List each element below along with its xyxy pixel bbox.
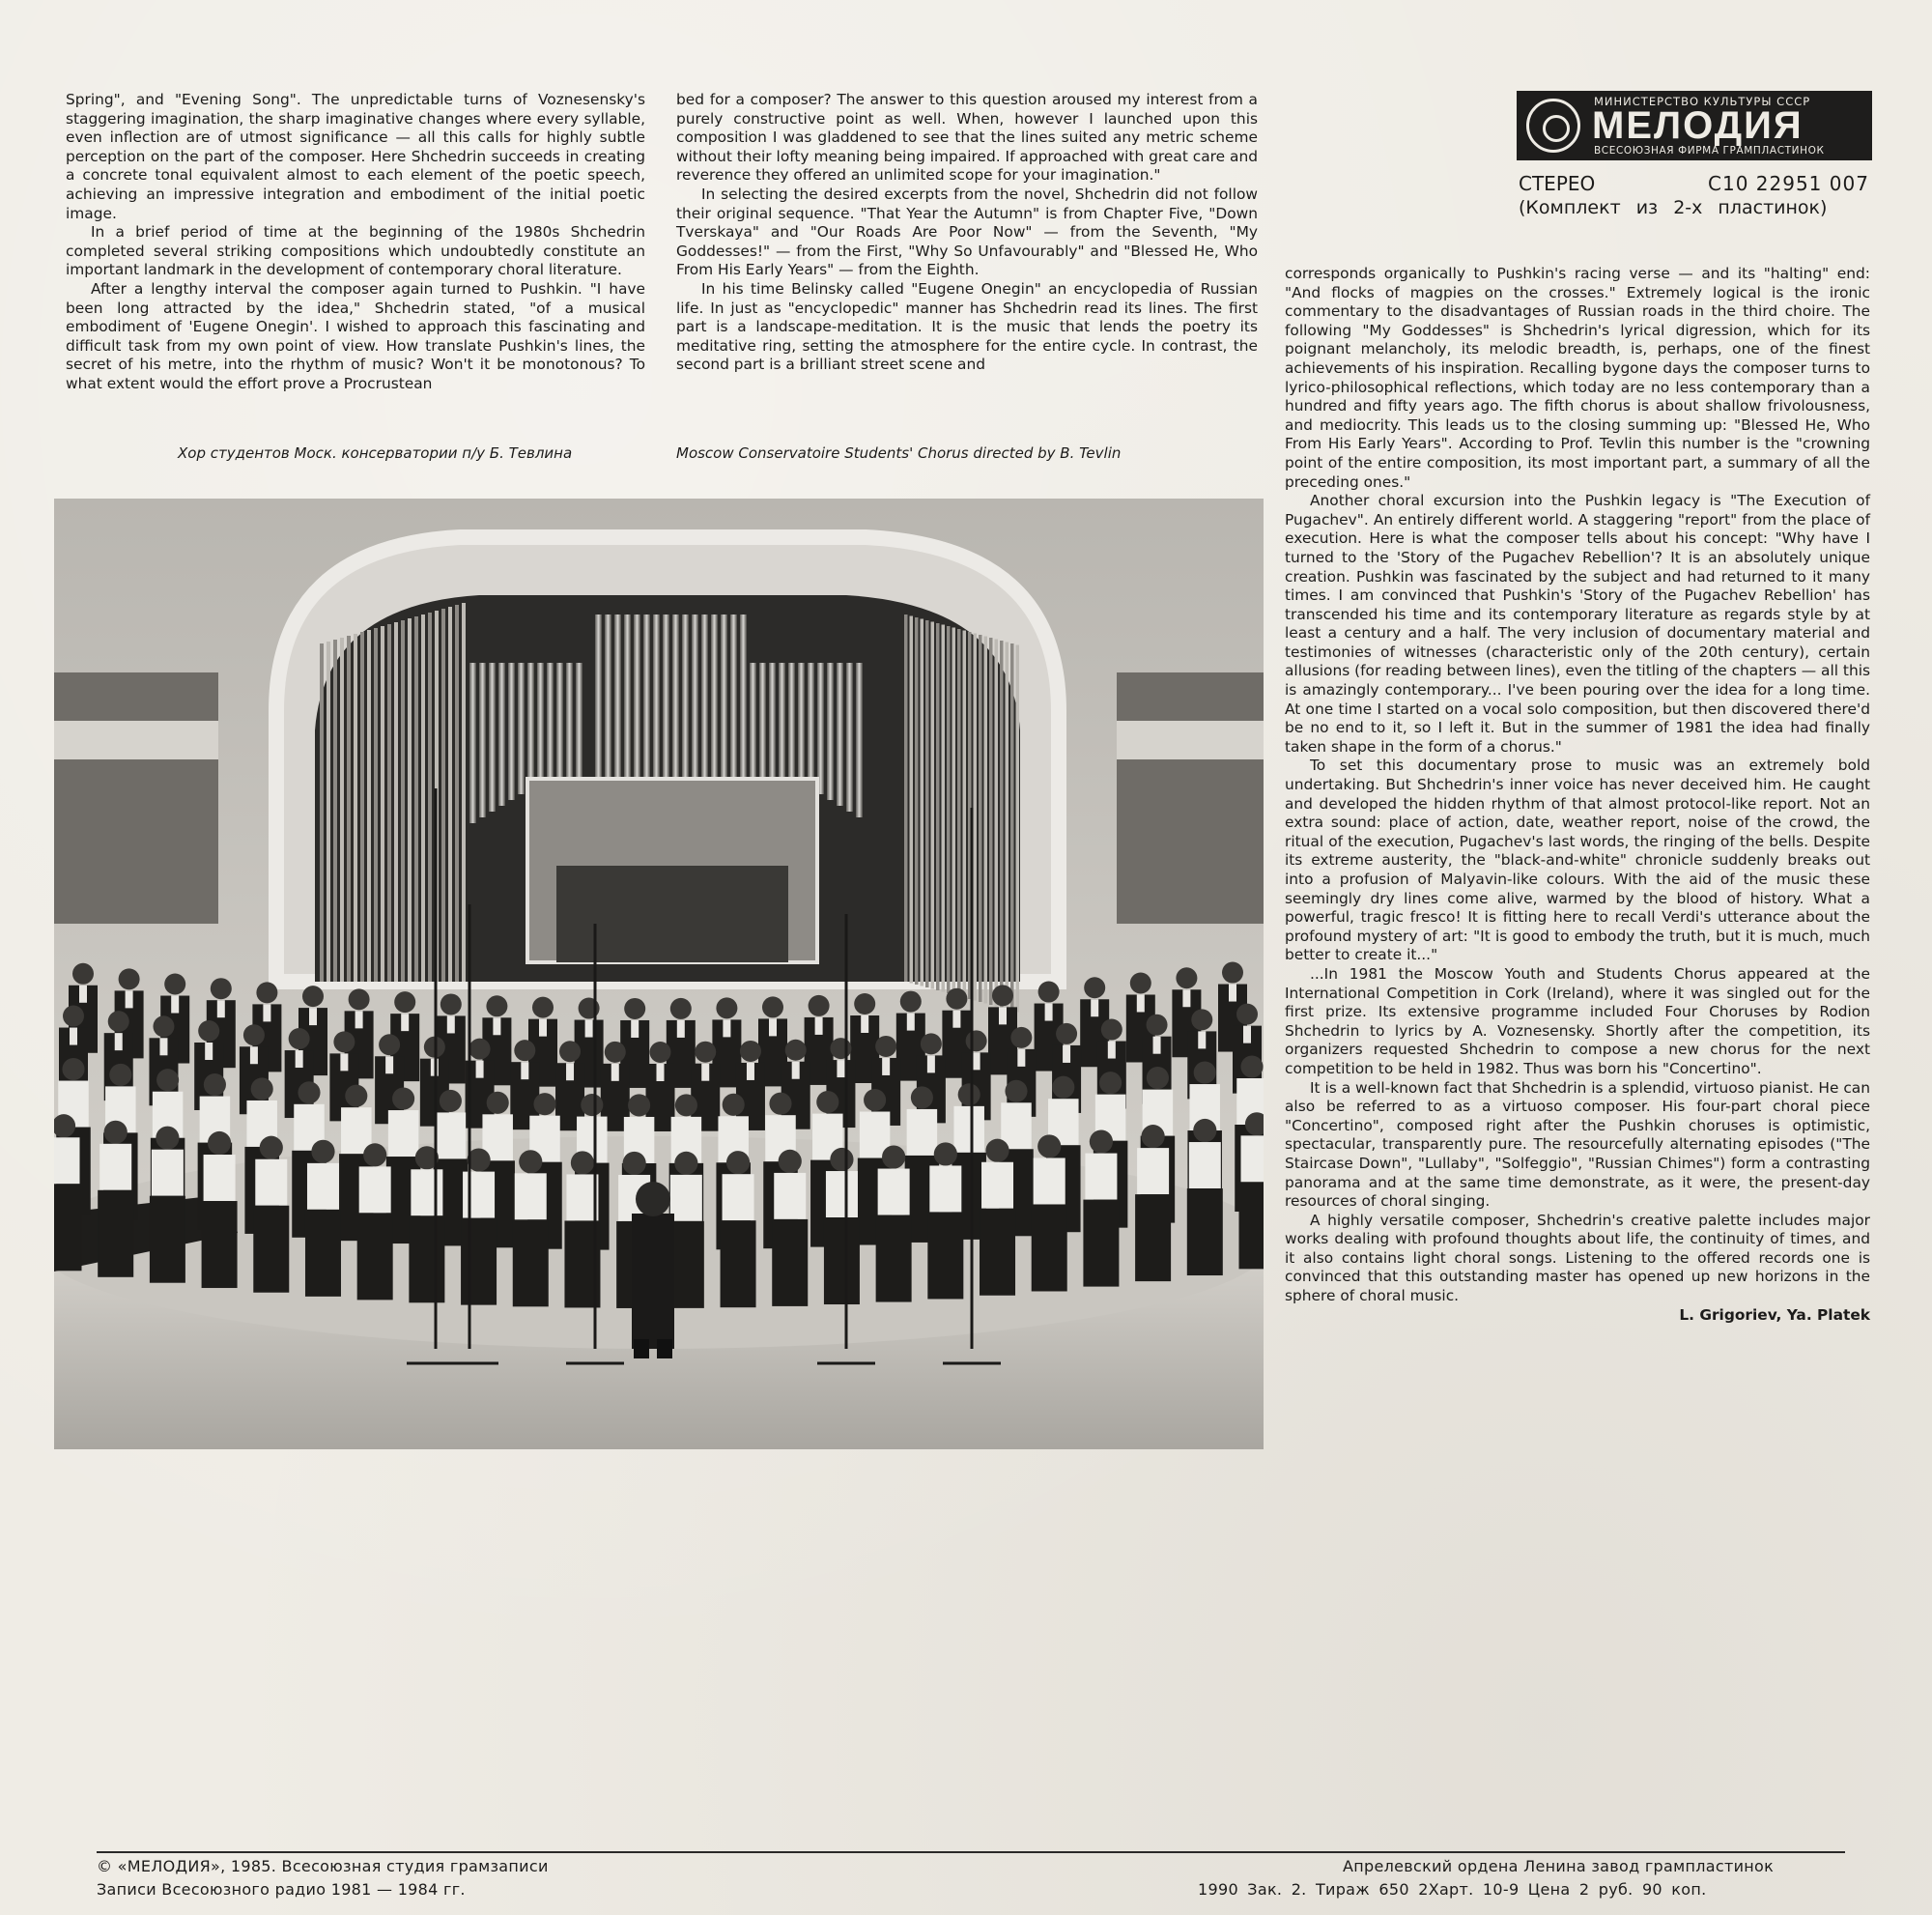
paragraph: A highly versatile composer, Shchedrin's creative palette includes major works dealing with profound thoughts about life, the continuity of times, and it also contains light choral songs. Listening to the offered records one is convinced that this outstanding master has opened up new horizons in the sphere of choral music.	[1285, 1211, 1870, 1305]
paragraph: In a brief period of time at the beginning of the 1980s Shchedrin completed several striking compositions which undoubtedly constitute an important landmark in the development of contemporary choral literature.	[66, 223, 645, 279]
footer-recordings: Записи Всесоюзного радио 1981 — 1984 гг.	[97, 1880, 466, 1899]
paragraph: corresponds organically to Pushkin's racing verse — and its "halting" end: "And flocks of magpies on the crosses." Extremely logical is the ironic commentary to the disadvantages of Russian roads in the third choire. The following "My Goddesses" is Shchedrin's lyrical digression, which for its poignant melancholy, its melodic breadth, is, perhaps, one of the finest achievements of his inspiration. Recalling bygone days the composer turns to lyrico-philosophical reflections, which today are no less contemporary than a hundred and fifty years ago. The fifth chorus is about shallow frivolousness, and mediocrity. This leads us to the closing summing up: "Blessed He, Who From His Early Years". According to Prof. Tevlin this number is the "crowning point of the entire composition, its most important part, a summary of all the preceding ones."	[1285, 265, 1870, 491]
paragraph: In selecting the desired excerpts from the novel, Shchedrin did not follow their original sequence. "That Year the Autumn" is from Chapter Five, "Down Tverskaya" and "Our Roads Are Poor Now" — from the Seventh, "My Goddesses!" — from the First, "Why So Unfavourably" and "Blessed He, Who From His Early Years" — from the Eighth.	[676, 185, 1258, 279]
footer-copyright: © «МЕЛОДИЯ», 1985. Всесоюзная студия грамзаписи	[97, 1857, 549, 1875]
paragraph: After a lengthy interval the composer again turned to Pushkin. "I have been long attracted by the idea," Shchedrin stated, "of a musical embodiment of 'Eugene Onegin'. I wished to approach this fascinating and difficult task from my own point of view. How translate Pushkin's lines, the secret of his metre, into the rhythm of music? Won't it be monotonous? To what extent would the effort prove a Procrustean	[66, 279, 645, 392]
logo-ministry-line: МИНИСТЕРСТВО КУЛЬТУРЫ СССР	[1594, 95, 1811, 108]
paragraph: Spring", and "Evening Song". The unpredictable turns of Voznesensky's staggering imagination, the sharp imaginative changes where every syllable, even inflection are of utmost significance — all this calls for highly subtle perception on the part of the composer. Here Shchedrin succeeds in creating a concrete tonal equivalent almost to each element of the poetic speech, achieving an impressive integration and embodiment of the initial poetic image.	[66, 91, 645, 222]
record-disc-icon	[1526, 99, 1580, 153]
set-note: (Комплект из 2-х пластинок)	[1519, 197, 1828, 218]
paragraph: To set this documentary prose to music was an extremely bold undertaking. But Shchedrin's inner voice has never deceived him. He caught and developed the hidden rhythm of that almost protocol-like report. Not an extra sound: place of action, date, weather report, noise of the crowd, the ritual of the execution, Pugachev's last words, the ringing of the bells. Despite its extreme austerity, the "black-and-white" chronicle suddenly breaks out into a profusion of Malyavin-like colours. With the aid of the music these seemingly dry lines come alive, warmed by the blood of history. What a powerful, tragic fresco! It is fitting here to recall Verdi's utterance about the profound mystery of art: "It is good to embody the truth, but it is much, much better to create it..."	[1285, 757, 1870, 964]
paragraph: In his time Belinsky called "Eugene Onegin" an encyclopedia of Russian life. In just as "encyclopedic" manner has Shchedrin read its lines. The first part is a landscape-meditation. It is the music that lends the poetry its meditative ring, setting the atmosphere for the entire cycle. In contrast, the second part is a brilliant street scene and	[676, 279, 1258, 374]
footer-print-info: 1990 Зак. 2. Тираж 650 2Харт. 10-9 Цена 2 руб. 90 коп.	[1198, 1880, 1707, 1899]
logo-firm-line: ВСЕСОЮЗНАЯ ФИРМА ГРАМПЛАСТИНОК	[1594, 145, 1825, 157]
text-column-3	[1285, 265, 1870, 1325]
catalog-number: С10 22951 007	[1708, 172, 1869, 195]
paragraph: bed for a composer? The answer to this question aroused my interest from a purely constructive point as well. When, however I launched upon this composition I was gladdened to see that the lines suited any metric scheme without their lofty meaning being impaired. If approached with great care and reverence they offered an unlimited scope for your imagination."	[676, 91, 1258, 185]
text-column-2	[676, 91, 1258, 375]
melodiya-logo	[1517, 91, 1872, 160]
footer-plant: Апрелевский ордена Ленина завод грампластинок	[1343, 1857, 1775, 1875]
chorus-photo-illustration	[54, 499, 1264, 1449]
photo-caption-english: Moscow Conservatoire Students' Chorus directed by B. Tevlin	[676, 444, 1122, 462]
paragraph: Another choral excursion into the Pushkin legacy is "The Execution of Pugachev". An entirely different world. A staggering "report" from the place of execution. Here is what the composer tells about his concept: "Why have I turned to the 'Story of the Pugachev Rebellion'? It is an absolutely unique creation. Pushkin was fascinated by the subject and had returned to it many times. I am convinced that Pushkin's 'Story of the Pugachev Rebellion' has transcended his time and its contemporary literature as regards style by at least a century and a half. The very inclusion of documentary material and testimonies of witnesses (characteristic only of the 20th century), certain allusions (for reading between lines), even the titling of the chapters — all this is amazingly contemporary... I've been pouring over the idea for a long time. At one time I started on a vocal solo composition, but then discovered there'd be no end to it, so I left it. But in the summer of 1981 the idea had finally taken shape in the form of a chorus."	[1285, 492, 1870, 756]
chorus-photograph	[54, 499, 1264, 1449]
paragraph: It is a well-known fact that Shchedrin is a splendid, virtuoso pianist. He can also be referred to as a virtuoso composer. His four-part choral piece "Concertino", composed right after the Pushkin choruses is optimistic, spectacular, transparently pure. The resourcefully alternating episodes ("The Staircase Down", "Lullaby", "Solfeggio", "Russian Chimes") form a contrasting panorama and at the same time demonstrate, as it were, the present-day resources of choral singing.	[1285, 1078, 1870, 1211]
text-column-1	[66, 91, 645, 394]
photo-caption-russian: Хор студентов Моск. консерватории п/у Б. Тевлина	[178, 444, 573, 462]
logo-label-name: МЕЛОДИЯ	[1592, 104, 1804, 147]
author-signature: L. Grigoriev, Ya. Platek	[1679, 1305, 1870, 1324]
footer-rule	[97, 1851, 1845, 1853]
stereo-label: СТЕРЕО	[1519, 172, 1596, 195]
paragraph: ...In 1981 the Moscow Youth and Students Chorus appeared at the International Competition in Cork (Ireland), where it was singled out for the first prize. Its extensive programme included Four Choruses by Rodion Shchedrin to lyrics by A. Voznesensky. Shortly after the competition, its organizers requested Shchedrin to compose a new chorus for the next competition to be held in 1982. Thus was born his "Concertino".	[1285, 964, 1870, 1077]
